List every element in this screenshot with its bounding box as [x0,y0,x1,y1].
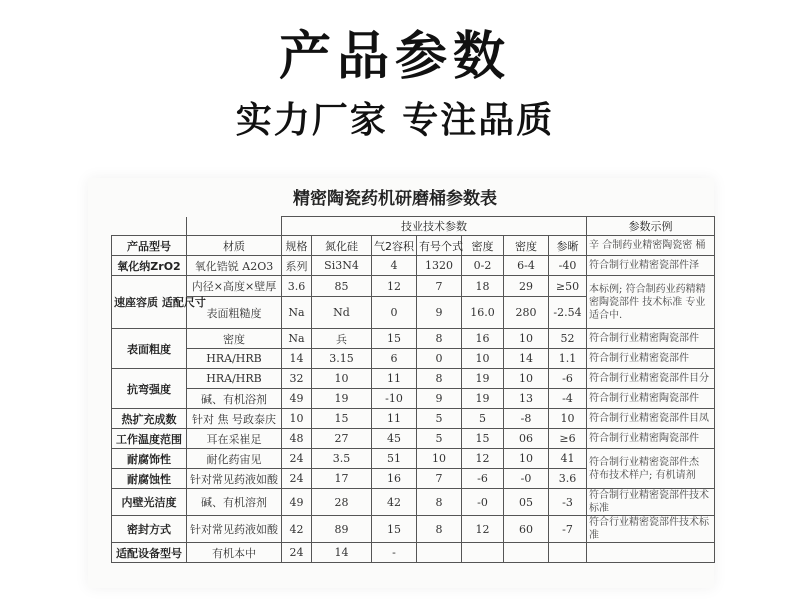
table-cell: 有机本中 [187,543,282,563]
table-cell: - [372,543,417,563]
table-cell: 1.1 [549,349,587,369]
table-cell: -3 [549,489,587,516]
table-cell: 18 [462,276,504,297]
example-cell: 符合行业精密瓷部件技术标准 [587,516,715,543]
table-cell: 10 [312,369,372,389]
table-cell: 8 [417,516,462,543]
table-cell: 19 [312,389,372,409]
table-cell: 13 [504,389,549,409]
table-cell: 10 [549,409,587,429]
group-header-row [112,217,715,236]
table-cell: Si3N4 [312,256,372,276]
table-cell: ≥6 [549,429,587,449]
column-header: 气2容积 [372,236,417,256]
parameter-table [111,216,715,563]
table-row [112,429,715,449]
table-cell: 耐化药宙见 [187,449,282,469]
table-cell: Na [282,297,312,329]
table-cell: 0-2 [462,256,504,276]
example-cell: 符合制行业精密陶瓷部件 [587,329,715,349]
table-cell [462,543,504,563]
table-cell: 密度 [187,329,282,349]
example-cell [587,543,715,563]
table-cell: 0 [372,297,417,329]
table-cell: 6-4 [504,256,549,276]
table-cell: 15 [312,409,372,429]
table-cell: 耳在采崔足 [187,429,282,449]
table-cell: 8 [417,489,462,516]
column-header: 规格 [282,236,312,256]
table-cell: -6 [462,469,504,489]
table-cell: 碱、有机浴剂 [187,389,282,409]
table-cell: 14 [504,349,549,369]
table-cell: 5 [462,409,504,429]
table-cell: 16.0 [462,297,504,329]
table-cell: -10 [372,389,417,409]
blank-corner [112,217,187,236]
table-cell: 15 [372,329,417,349]
table-cell: 针对常见药液如酸 [187,469,282,489]
table-cell: 14 [282,349,312,369]
table-cell: 14 [312,543,372,563]
row-label: 氧化纳ZrO2 [112,256,187,276]
table-cell: 48 [282,429,312,449]
table-cell: 10 [504,449,549,469]
table-cell: 表面粗糙度 [187,297,282,329]
table-cell: 4 [372,256,417,276]
table-cell: 32 [282,369,312,389]
table-cell: 49 [282,489,312,516]
table-cell: 氧化锆锐 A2O3 [187,256,282,276]
row-label: 工作温度范围 [112,429,187,449]
table-cell: 10 [504,329,549,349]
table-cell [504,543,549,563]
example-cell: 符合制行业精密瓷部件技术标准 [587,489,715,516]
table-cell: 280 [504,297,549,329]
column-header: 氮化硅 [312,236,372,256]
column-header: 有号个式 [417,236,462,256]
table-cell: 10 [282,409,312,429]
table-cell: 8 [417,329,462,349]
table-cell: 兵 [312,329,372,349]
table-cell: 针对常见药液如酸 [187,516,282,543]
row-label: 内壁光洁度 [112,489,187,516]
row-label: 抗弯强度 [112,369,187,409]
row-label: 速座容质 适配尺寸 [112,276,187,329]
table-cell: 9 [417,297,462,329]
table-cell: 24 [282,449,312,469]
example-cell: 符合制行业精密陶瓷部件 [587,389,715,409]
row-label: 耐腐饰性 [112,449,187,469]
table-cell: 49 [282,389,312,409]
table-cell: 6 [372,349,417,369]
table-cell: 8 [417,369,462,389]
table-cell: 16 [462,329,504,349]
table-cell: 24 [282,543,312,563]
table-cell: 42 [372,489,417,516]
table-cell: 15 [372,516,417,543]
column-header: 辛 合制药业精密陶瓷密 桶 [587,236,715,256]
table-row [112,489,715,516]
table-cell: 17 [312,469,372,489]
example-cell: 本标例; 符合制药业药精精密陶瓷部件 技术标准 专业适合中. [587,276,715,329]
table-cell: 85 [312,276,372,297]
table-cell: 29 [504,276,549,297]
table-cell: -2.54 [549,297,587,329]
table-cell: 05 [504,489,549,516]
tech-params-header: 技业技术参数 [282,217,587,236]
table-row [112,449,715,469]
table-cell [549,543,587,563]
table-cell: 19 [462,389,504,409]
table-cell: -40 [549,256,587,276]
blank-corner [187,217,282,236]
column-header: 密度 [462,236,504,256]
table-cell: -8 [504,409,549,429]
table-cell: 1320 [417,256,462,276]
table-cell: Na [282,329,312,349]
column-header: 产品型号 [112,236,187,256]
example-cell: 符合制行业精密瓷部件目分 [587,369,715,389]
table-cell: 60 [504,516,549,543]
table-cell: -7 [549,516,587,543]
table-cell: 3.5 [312,449,372,469]
table-cell: HRA/HRB [187,369,282,389]
table-cell: 19 [462,369,504,389]
table-cell: 12 [462,516,504,543]
table-cell: 3.15 [312,349,372,369]
table-cell: 16 [372,469,417,489]
table-cell: 12 [372,276,417,297]
example-cell: 符合制行业精密瓷部件 [587,349,715,369]
table-cell: 内径×高度×壁厚 [187,276,282,297]
column-header: 参晰 [549,236,587,256]
table-row [112,256,715,276]
table-row [112,389,715,409]
row-label: 表面粗度 [112,329,187,369]
table-row [112,369,715,389]
column-header: 密度 [504,236,549,256]
table-row [112,543,715,563]
table-cell: 3.6 [549,469,587,489]
table-cell: 12 [462,449,504,469]
table-cell: 10 [504,369,549,389]
table-cell: 52 [549,329,587,349]
table-cell: 5 [417,429,462,449]
row-label: 适配设备型号 [112,543,187,563]
table-cell: 51 [372,449,417,469]
table-cell: 06 [504,429,549,449]
table-row [112,409,715,429]
page-title: 产品参数 [278,27,511,87]
table-row [112,516,715,543]
table-cell: -0 [504,469,549,489]
table-cell: 5 [417,409,462,429]
example-cell: 符合制行业精密瓷部件泽 [587,256,715,276]
row-label: 耐腐蚀性 [112,469,187,489]
table-cell: Nd [312,297,372,329]
example-header: 参数示例 [587,217,715,236]
table-row [112,349,715,369]
table-cell: 9 [417,389,462,409]
table-cell: ≥50 [549,276,587,297]
table-cell: 针对 焦 号政泰庆 [187,409,282,429]
example-cell: 符合制行业精密瓷部件目凤 [587,409,715,429]
table-cell: 碱、有机溶剂 [187,489,282,516]
table-cell: 28 [312,489,372,516]
table-cell: -4 [549,389,587,409]
table-cell: 0 [417,349,462,369]
page-slogan: 实力厂家 专注品质 [235,100,555,141]
column-header-row [112,236,715,256]
table-cell: 27 [312,429,372,449]
table-cell: 89 [312,516,372,543]
table-cell: -6 [549,369,587,389]
table-row [112,329,715,349]
table-cell: 7 [417,469,462,489]
table-cell: 24 [282,469,312,489]
row-label: 密封方式 [112,516,187,543]
table-cell [417,543,462,563]
table-cell: -0 [462,489,504,516]
table-cell: 10 [462,349,504,369]
table-cell: 10 [417,449,462,469]
table-cell: 42 [282,516,312,543]
table-cell: 41 [549,449,587,469]
table-cell: 45 [372,429,417,449]
example-cell: 符合制行业精密瓷部件杰 苻布技术样户; 有机请剂 [587,449,715,489]
table-cell: HRA/HRB [187,349,282,369]
table-cell: 3.6 [282,276,312,297]
table-cell: 11 [372,409,417,429]
table-cell: 15 [462,429,504,449]
table-cell: 7 [417,276,462,297]
table-cell: 系列 [282,256,312,276]
example-cell: 符合制行业精密陶瓷部件 [587,429,715,449]
table-cell: 11 [372,369,417,389]
sheet-title: 精密陶瓷药机研磨桶参数表 [293,189,497,209]
row-label: 热扩充成数 [112,409,187,429]
table-row [112,276,715,297]
column-header: 材质 [187,236,282,256]
